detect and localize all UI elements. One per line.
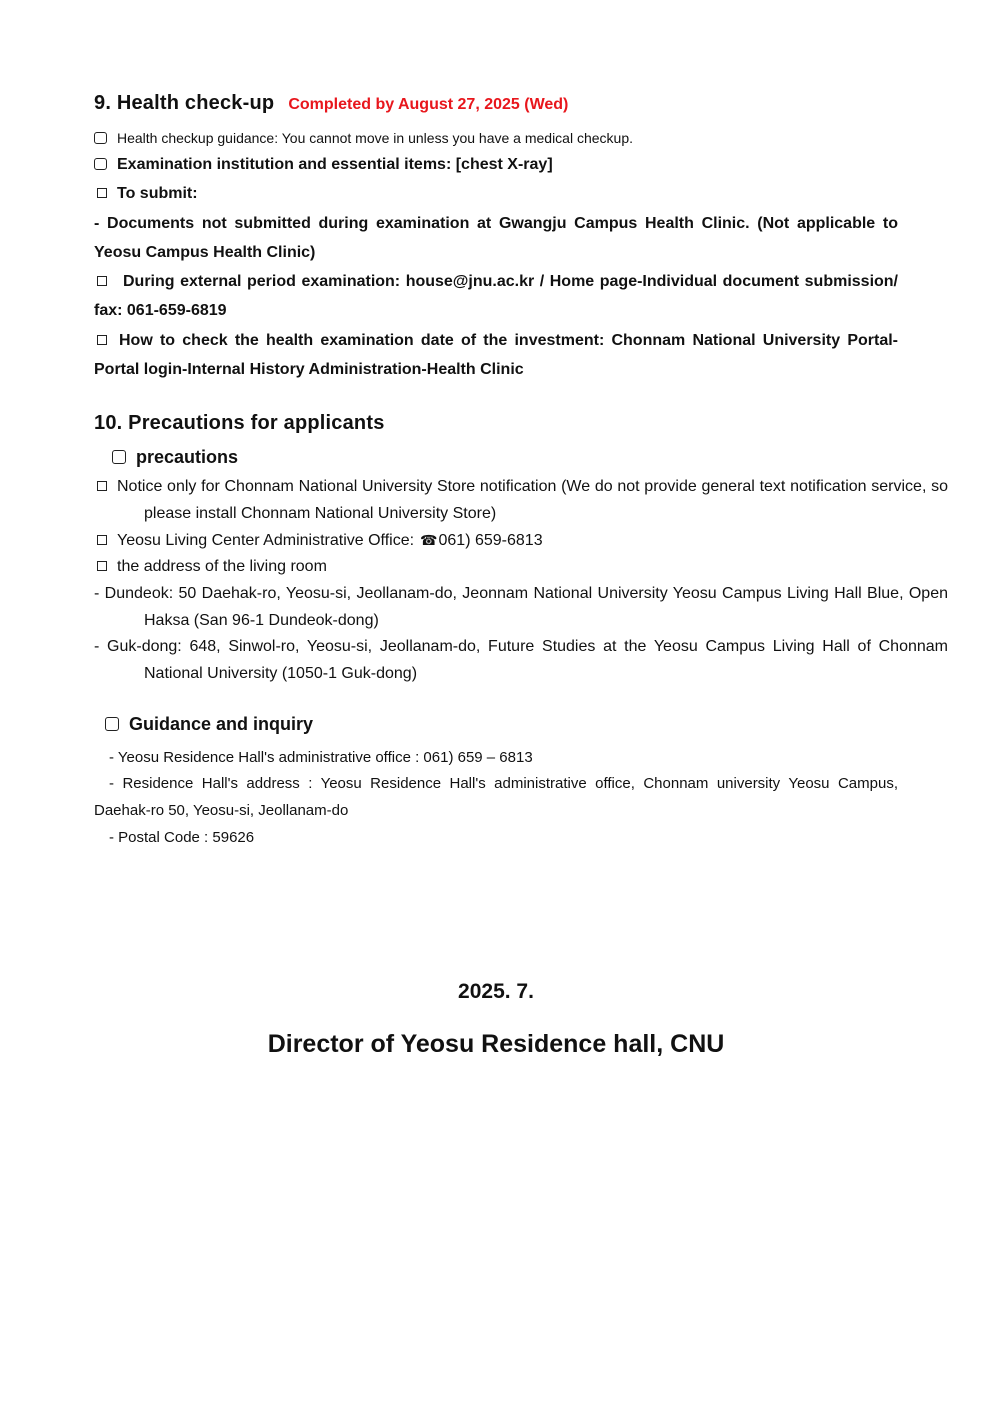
- checkbox-icon: [105, 717, 119, 731]
- footer-date: 2025. 7.: [458, 980, 534, 1003]
- telephone-icon: ☎: [420, 532, 438, 548]
- notice-text: Notice only for Chonnam National University Store notification (We do not provide general text notification service, so please install Chonnam National University Store): [117, 478, 948, 522]
- guidance-title: Guidance and inquiry: [129, 714, 314, 734]
- to-submit-text: To submit:: [117, 185, 198, 202]
- health-guidance-line: [94, 128, 898, 148]
- institution-text: Examination institution and essential items: [chest X-ray]: [117, 156, 553, 173]
- guidance-heading: [94, 714, 909, 735]
- checkbox-icon: [97, 535, 107, 545]
- checkbox-icon: [112, 450, 126, 464]
- gukdong-address: - Guk-dong: 648, Sinwol-ro, Yeosu-si, Jeollanam-do, Future Studies at the Yeosu Campus Living Hall of Chonnam National University (1050-1 Guk-dong): [94, 638, 948, 682]
- office-label: Yeosu Living Center Administrative Office:: [117, 532, 415, 549]
- checkbox-icon: [94, 132, 107, 144]
- health-guidance-text: Health checkup guidance: You cannot move in unless you have a medical checkup.: [117, 130, 634, 146]
- checkbox-icon: [97, 276, 107, 286]
- checkbox-icon: [97, 481, 107, 491]
- office-line: [94, 527, 898, 554]
- notice-paragraph: [94, 473, 948, 527]
- deadline-text: Completed by August 27, 2025 (Wed): [288, 96, 569, 113]
- office-phone: 061) 659-6813: [438, 532, 543, 549]
- institution-line: [94, 150, 898, 179]
- dundeok-address: - Dundeok: 50 Daehak-ro, Yeosu-si, Jeollanam-do, Jeonnam National University Yeosu Campus Living Hall Blue, Open Haksa (San 96-1 Dundeok-dong): [94, 585, 948, 629]
- section-10-title: 10. Precautions for applicants: [94, 412, 385, 434]
- checkbox-icon: [97, 335, 107, 345]
- section-9-title: 9. Health check-up: [94, 92, 275, 114]
- checkbox-icon: [97, 188, 107, 198]
- external-paragraph: [94, 267, 898, 325]
- guidance-office: - Yeosu Residence Hall's administrative office : 061) 659 – 6813: [109, 749, 533, 766]
- external-text: During external period examination: house@jnu.ac.kr / Home page-Individual document submission/ fax: 061-659-6819: [94, 273, 898, 319]
- section-9-heading: [94, 92, 898, 115]
- to-submit-line: [94, 179, 898, 208]
- precautions-label: precautions: [136, 447, 239, 467]
- address-label-line: [94, 553, 898, 580]
- address-label: the address of the living room: [117, 558, 327, 575]
- how-to-check-paragraph: [94, 326, 898, 384]
- checkbox-icon: [94, 158, 107, 170]
- documents-paragraph: - Documents not submitted during examination at Gwangju Campus Health Clinic. (Not applicable to Yeosu Campus Health Clinic): [94, 215, 898, 261]
- how-to-check-text: How to check the health examination date of the investment: Chonnam National University Portal-Portal login-Internal History Administration-Health Clinic: [94, 332, 898, 378]
- footer-signature: Director of Yeosu Residence hall, CNU: [267, 1030, 725, 1058]
- guidance-address: - Residence Hall's address : Yeosu Residence Hall's administrative office, Chonnam university Yeosu Campus, Daehak-ro 50, Yeosu-si, Jeollanam-do: [94, 775, 898, 819]
- checkbox-icon: [97, 561, 107, 571]
- precautions-heading: [94, 447, 916, 468]
- guidance-postal: - Postal Code : 59626: [109, 829, 255, 846]
